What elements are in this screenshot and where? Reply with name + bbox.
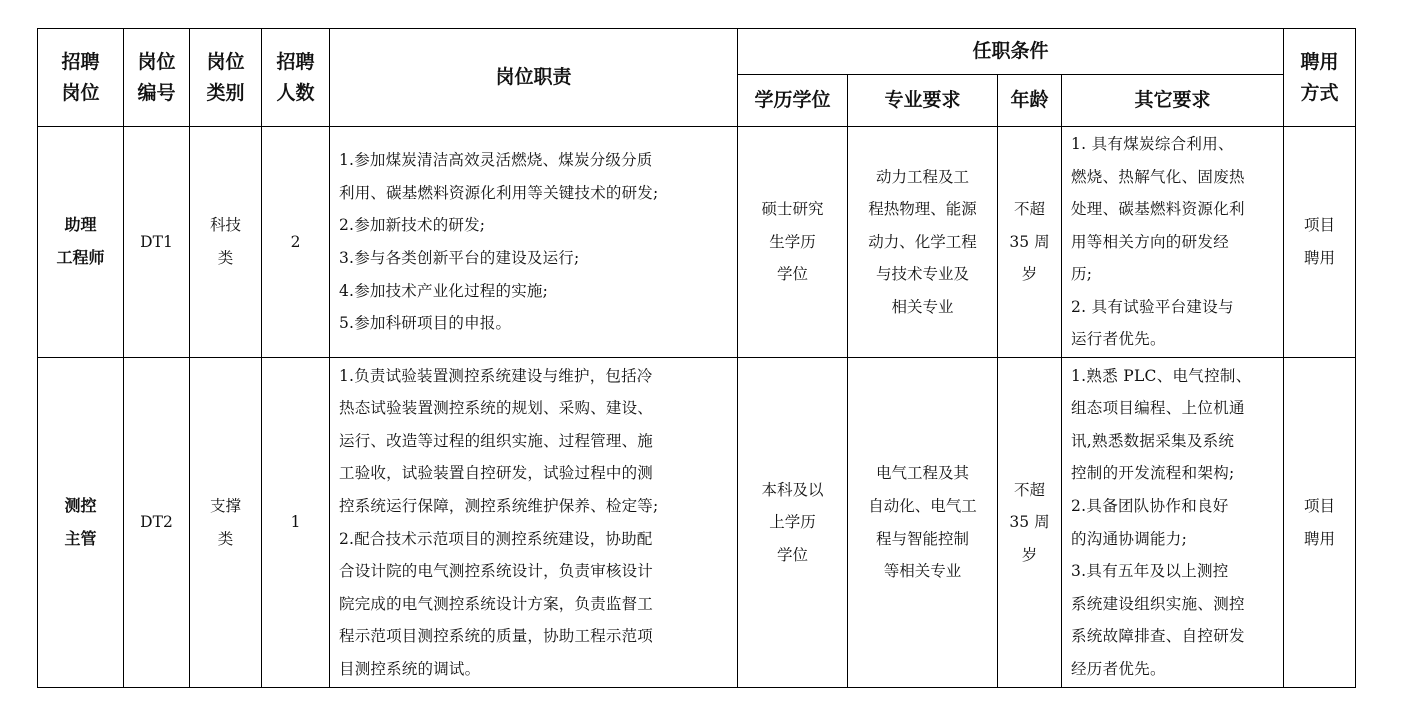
header-row-top	[38, 29, 1356, 75]
major-cell: 动力工程及工 程热物理、能源 动力、化学工程 与技术专业及 相关专业	[848, 127, 998, 358]
major-cell: 电气工程及其 自动化、电气工 程与智能控制 等相关专业	[848, 358, 998, 688]
other-cell: 1.熟悉 PLC、电气控制、 组态项目编程、上位机通 讯,熟悉数据采集及系统 控制的开发流程和架构; 2.具备团队协作和良好 的沟通协调能力; 3.具有五年及以上测控 系统建设组织实施、测控 系统故障排查、自控研发 经历者优先。	[1062, 358, 1284, 688]
education-cell: 本科及以 上学历 学位	[738, 358, 848, 688]
code-cell: DT2	[124, 358, 190, 688]
age-cell: 不超 35 周 岁	[998, 358, 1062, 688]
header-count: 招聘 人数	[262, 29, 330, 127]
post-cell: 测控 主管	[38, 358, 124, 688]
education-cell: 硕士研究 生学历 学位	[738, 127, 848, 358]
category-cell: 支撑 类	[190, 358, 262, 688]
post-cell: 助理 工程师	[38, 127, 124, 358]
header-other: 其它要求	[1062, 75, 1284, 127]
header-post: 招聘 岗位	[38, 29, 124, 127]
header-duty: 岗位职责	[330, 29, 738, 127]
duty-cell: 1.参加煤炭清洁高效灵活燃烧、煤炭分级分质 利用、碳基燃料资源化利用等关键技术的研发; 2.参加新技术的研发; 3.参与各类创新平台的建设及运行; 4.参加技术产业化过程的实施; 5.参加科研项目的申报。	[330, 127, 738, 358]
hire-cell: 项目 聘用	[1284, 358, 1356, 688]
recruitment-table-page	[37, 28, 1356, 688]
count-cell: 1	[262, 358, 330, 688]
header-age: 年龄	[998, 75, 1062, 127]
header-major: 专业要求	[848, 75, 998, 127]
recruitment-table	[37, 28, 1356, 688]
other-cell: 1. 具有煤炭综合利用、 燃烧、热解气化、固废热 处理、碳基燃料资源化利 用等相关方向的研发经 历; 2. 具有试验平台建设与 运行者优先。	[1062, 127, 1284, 358]
hire-cell: 项目 聘用	[1284, 127, 1356, 358]
header-code: 岗位 编号	[124, 29, 190, 127]
table-row	[38, 358, 1356, 688]
duty-cell: 1.负责试验装置测控系统建设与维护，包括冷 热态试验装置测控系统的规划、采购、建设、 运行、改造等过程的组织实施、过程管理、施 工验收，试验装置自控研发，试验过程中的测 控系统运行保障，测控系统维护保养、检定等; 2.配合技术示范项目的测控系统建设，协助配 合设计院的电气测控系统设计，负责审核设计 院完成的电气测控系统设计方案，负责监督工 程示范项目测控系统的质量，协助工程示范项 目测控系统的调试。	[330, 358, 738, 688]
code-cell: DT1	[124, 127, 190, 358]
count-cell: 2	[262, 127, 330, 358]
header-conditions: 任职条件	[738, 29, 1284, 75]
header-education: 学历学位	[738, 75, 848, 127]
category-cell: 科技 类	[190, 127, 262, 358]
table-row	[38, 127, 1356, 358]
age-cell: 不超 35 周 岁	[998, 127, 1062, 358]
header-category: 岗位 类别	[190, 29, 262, 127]
header-hire: 聘用 方式	[1284, 29, 1356, 127]
